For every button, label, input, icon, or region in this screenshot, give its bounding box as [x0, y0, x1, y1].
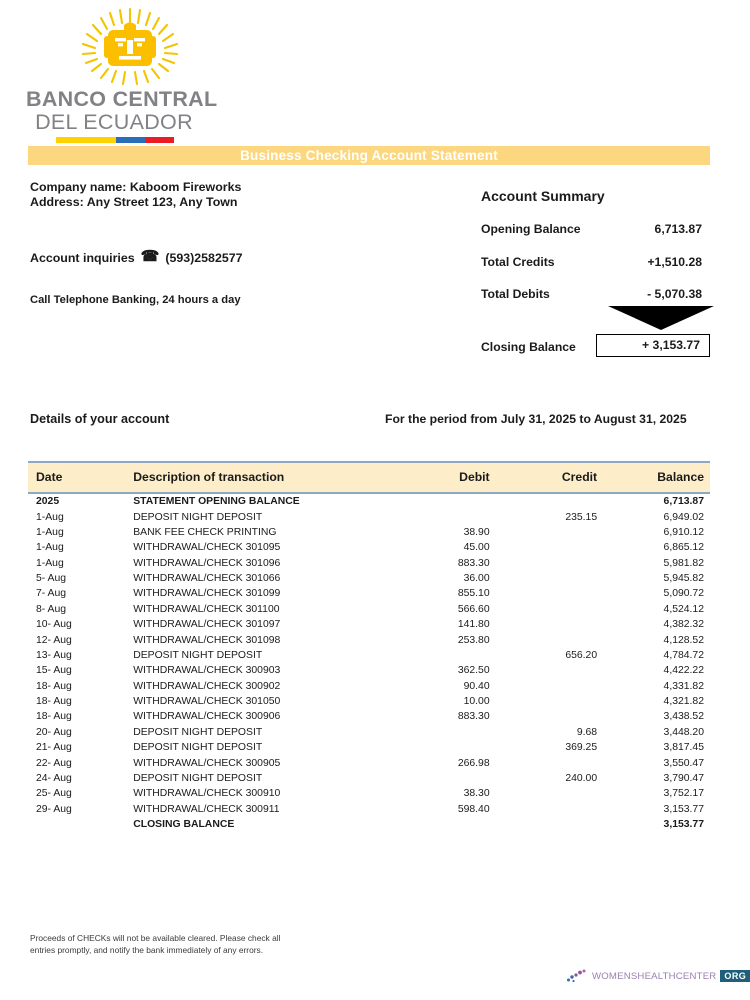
- cell-description: WITHDRAWAL/CHECK 300905: [133, 757, 281, 769]
- cell-date: 1-Aug: [36, 542, 64, 554]
- cell-date: 24- Aug: [36, 772, 72, 784]
- cell-balance: 4,321.82: [663, 696, 704, 708]
- cell-debit: 855.10: [457, 588, 490, 600]
- cell-balance: 3,752.17: [663, 788, 704, 800]
- cell-date: 15- Aug: [36, 665, 72, 677]
- table-row: [28, 648, 710, 663]
- dots-decoration-icon: [566, 968, 588, 984]
- cell-credit: [500, 709, 605, 724]
- table-row: [28, 556, 710, 571]
- table-row: [28, 602, 710, 617]
- summary-row-total-credits: [481, 255, 710, 269]
- cell-balance: 4,382.32: [663, 619, 704, 631]
- cell-debit: 566.60: [457, 603, 490, 615]
- cell-credit: [500, 556, 605, 571]
- cell-balance: 4,524.12: [663, 603, 704, 615]
- cell-debit: 883.30: [457, 711, 490, 723]
- cell-date: 1-Aug: [36, 526, 64, 538]
- cell-credit: 240.00: [565, 772, 598, 784]
- cell-debit: [382, 725, 500, 740]
- summary-value-total-credits: +1,510.28: [647, 255, 702, 269]
- cell-credit: [500, 632, 605, 647]
- cell-description: WITHDRAWAL/CHECK 301099: [133, 588, 281, 600]
- cell-description: WITHDRAWAL/CHECK 300906: [133, 711, 281, 723]
- cell-balance: 6,910.12: [663, 526, 704, 538]
- table-row: [28, 632, 710, 647]
- cell-credit: [500, 586, 605, 601]
- table-row: [28, 493, 710, 509]
- cell-credit: [500, 493, 605, 509]
- cell-debit: 45.00: [463, 542, 490, 554]
- cell-description: WITHDRAWAL/CHECK 301095: [133, 542, 281, 554]
- cell-description: DEPOSIT NIGHT DEPOSIT: [133, 726, 263, 738]
- cell-debit: [382, 817, 500, 832]
- cell-credit: [500, 663, 605, 678]
- summary-row-total-debits: [481, 287, 710, 301]
- cell-date: 21- Aug: [36, 742, 72, 754]
- cell-debit: [382, 771, 500, 786]
- table-row: [28, 771, 710, 786]
- cell-balance: 4,128.52: [663, 634, 704, 646]
- table-row: [28, 525, 710, 540]
- cell-debit: 36.00: [463, 573, 490, 585]
- flag-stripe-blue: [116, 137, 145, 143]
- cell-description: WITHDRAWAL/CHECK 301066: [133, 573, 281, 585]
- cell-description: DEPOSIT NIGHT DEPOSIT: [133, 649, 263, 661]
- cell-credit: [500, 540, 605, 555]
- statement-title-banner: Business Checking Account Statement: [28, 146, 710, 165]
- cell-credit: [500, 694, 605, 709]
- cell-debit: [382, 740, 500, 755]
- flag-stripe-red: [145, 137, 174, 143]
- cell-debit: [382, 493, 500, 509]
- cell-debit: 10.00: [463, 696, 490, 708]
- sun-face-emblem: [74, 6, 186, 86]
- summary-label-opening-balance: Opening Balance: [481, 222, 581, 236]
- arrow-down-icon: [608, 306, 714, 330]
- cell-credit: [500, 617, 605, 632]
- column-header-date: Date: [28, 462, 121, 493]
- account-inquiries-phone: (593)2582577: [165, 250, 243, 265]
- cell-date: [28, 817, 121, 832]
- table-row: [28, 755, 710, 770]
- cell-description: WITHDRAWAL/CHECK 300911: [133, 803, 280, 815]
- bank-name-line2: DEL ECUADOR: [35, 109, 193, 134]
- cell-credit: 9.68: [576, 726, 598, 738]
- closing-balance-value: + 3,153.77: [596, 334, 710, 357]
- cell-debit: [382, 648, 500, 663]
- cell-description: WITHDRAWAL/CHECK 301098: [133, 634, 281, 646]
- cell-description: STATEMENT OPENING BALANCE: [133, 496, 300, 508]
- cell-balance: 3,153.77: [663, 803, 704, 815]
- company-info: [30, 180, 241, 210]
- cell-description: CLOSING BALANCE: [133, 819, 235, 831]
- company-name: Company name: Kaboom Fireworks: [30, 180, 242, 194]
- summary-label-total-debits: Total Debits: [481, 287, 550, 301]
- flag-stripe-yellow: [56, 137, 116, 143]
- cell-date: 20- Aug: [36, 726, 72, 738]
- column-header-credit: Credit: [500, 462, 605, 493]
- cell-balance: 5,981.82: [663, 557, 704, 569]
- footer-disclaimer: Proceeds of CHECKs will not be available cleared. Please check all entries promptly, and notify the bank immediately of any errors.: [30, 933, 281, 955]
- cell-date: 10- Aug: [36, 619, 72, 631]
- cell-balance: 3,438.52: [663, 711, 704, 723]
- cell-balance: 3,817.45: [663, 742, 704, 754]
- telephone-banking-note: Call Telephone Banking, 24 hours a day: [30, 294, 241, 306]
- table-row: [28, 679, 710, 694]
- cell-debit: 598.40: [457, 803, 490, 815]
- watermark-org-badge: ORG: [720, 970, 750, 982]
- company-address: Address: Any Street 123, Any Town: [30, 195, 238, 209]
- cell-date: 12- Aug: [36, 634, 72, 646]
- cell-balance: 3,550.47: [663, 757, 704, 769]
- cell-description: DEPOSIT NIGHT DEPOSIT: [133, 772, 263, 784]
- cell-balance: 3,153.77: [663, 819, 704, 831]
- cell-description: WITHDRAWAL/CHECK 301100: [133, 603, 280, 615]
- bank-logo: [26, 6, 256, 143]
- table-row: [28, 663, 710, 678]
- cell-balance: 4,331.82: [663, 680, 704, 692]
- cell-debit: 38.90: [463, 526, 490, 538]
- cell-debit: 90.40: [463, 680, 490, 692]
- cell-credit: [500, 679, 605, 694]
- cell-debit: 362.50: [457, 665, 490, 677]
- cell-balance: 5,090.72: [663, 588, 704, 600]
- cell-credit: 369.25: [565, 742, 598, 754]
- details-heading: Details of your account: [30, 412, 170, 426]
- cell-credit: [500, 602, 605, 617]
- summary-row-opening-balance: [481, 222, 710, 236]
- cell-description: DEPOSIT NIGHT DEPOSIT: [133, 742, 263, 754]
- cell-description: WITHDRAWAL/CHECK 301097: [133, 619, 281, 631]
- table-row: [28, 725, 710, 740]
- ecuador-flag-bar: [56, 137, 174, 143]
- table-row: [28, 694, 710, 709]
- table-row: [28, 540, 710, 555]
- cell-date: 13- Aug: [36, 649, 72, 661]
- transactions-table-body: [28, 493, 710, 832]
- table-row: [28, 802, 710, 817]
- table-row: [28, 817, 710, 832]
- transactions-table: [28, 461, 710, 832]
- cell-date: 18- Aug: [36, 696, 72, 708]
- cell-description: WITHDRAWAL/CHECK 300910: [133, 788, 281, 800]
- transactions-table-head: [28, 462, 710, 493]
- cell-date: 18- Aug: [36, 711, 72, 723]
- cell-credit: [500, 802, 605, 817]
- table-row: [28, 571, 710, 586]
- cell-credit: [500, 525, 605, 540]
- cell-debit: 266.98: [457, 757, 490, 769]
- cell-debit: 38.30: [463, 788, 490, 800]
- account-summary-title: Account Summary: [481, 188, 605, 204]
- cell-date: 5- Aug: [36, 573, 67, 585]
- cell-balance: 4,422.22: [663, 665, 704, 677]
- cell-date: 2025: [36, 496, 60, 508]
- account-inquiries-label: Account inquiries: [30, 250, 135, 265]
- column-header-debit: Debit: [382, 462, 500, 493]
- cell-balance: 6,865.12: [663, 542, 704, 554]
- table-row: [28, 709, 710, 724]
- cell-credit: [500, 817, 605, 832]
- cell-description: DEPOSIT NIGHT DEPOSIT: [133, 511, 263, 523]
- cell-description: WITHDRAWAL/CHECK 301050: [133, 696, 281, 708]
- cell-debit: 253.80: [457, 634, 490, 646]
- cell-credit: 656.20: [565, 649, 598, 661]
- cell-date: 18- Aug: [36, 680, 72, 692]
- cell-balance: 6,713.87: [663, 496, 704, 508]
- bank-name-line1: BANCO CENTRAL: [26, 87, 218, 111]
- cell-credit: 235.15: [565, 511, 598, 523]
- cell-balance: 4,784.72: [663, 649, 704, 661]
- cell-date: 22- Aug: [36, 757, 72, 769]
- cell-balance: 3,790.47: [663, 772, 704, 784]
- column-header-balance: Balance: [605, 462, 710, 493]
- statement-period: For the period from July 31, 2025 to August 31, 2025: [385, 412, 687, 426]
- table-row: [28, 740, 710, 755]
- table-row: [28, 617, 710, 632]
- table-row: [28, 586, 710, 601]
- cell-balance: 6,949.02: [663, 511, 704, 523]
- cell-date: 29- Aug: [36, 803, 72, 815]
- column-header-description: Description of transaction: [121, 462, 382, 493]
- cell-balance: 3,448.20: [663, 726, 704, 738]
- cell-date: 25- Aug: [36, 788, 72, 800]
- cell-description: WITHDRAWAL/CHECK 300902: [133, 680, 281, 692]
- table-header-row: [28, 462, 710, 493]
- cell-credit: [500, 786, 605, 801]
- cell-description: BANK FEE CHECK PRINTING: [133, 526, 277, 538]
- summary-label-total-credits: Total Credits: [481, 255, 555, 269]
- cell-date: 7- Aug: [36, 588, 67, 600]
- summary-value-opening-balance: 6,713.87: [654, 222, 702, 236]
- cell-debit: 883.30: [457, 557, 490, 569]
- cell-balance: 5,945.82: [663, 573, 704, 585]
- closing-balance-label: Closing Balance: [481, 340, 576, 354]
- summary-value-total-debits: - 5,070.38: [647, 287, 702, 301]
- table-row: [28, 786, 710, 801]
- cell-date: 1-Aug: [36, 511, 64, 523]
- table-row: [28, 509, 710, 524]
- cell-credit: [500, 755, 605, 770]
- telephone-icon: ☎: [140, 248, 160, 265]
- cell-debit: 141.80: [457, 619, 490, 631]
- watermark: [566, 968, 750, 984]
- cell-description: WITHDRAWAL/CHECK 301096: [133, 557, 281, 569]
- transactions-table-wrapper: [28, 461, 710, 832]
- account-inquiries: [30, 250, 243, 265]
- cell-date: 8- Aug: [36, 603, 67, 615]
- cell-date: 1-Aug: [36, 557, 64, 569]
- watermark-text: WOMENSHEALTHCENTER: [592, 970, 717, 982]
- cell-debit: [382, 509, 500, 524]
- cell-description: WITHDRAWAL/CHECK 300903: [133, 665, 281, 677]
- cell-credit: [500, 571, 605, 586]
